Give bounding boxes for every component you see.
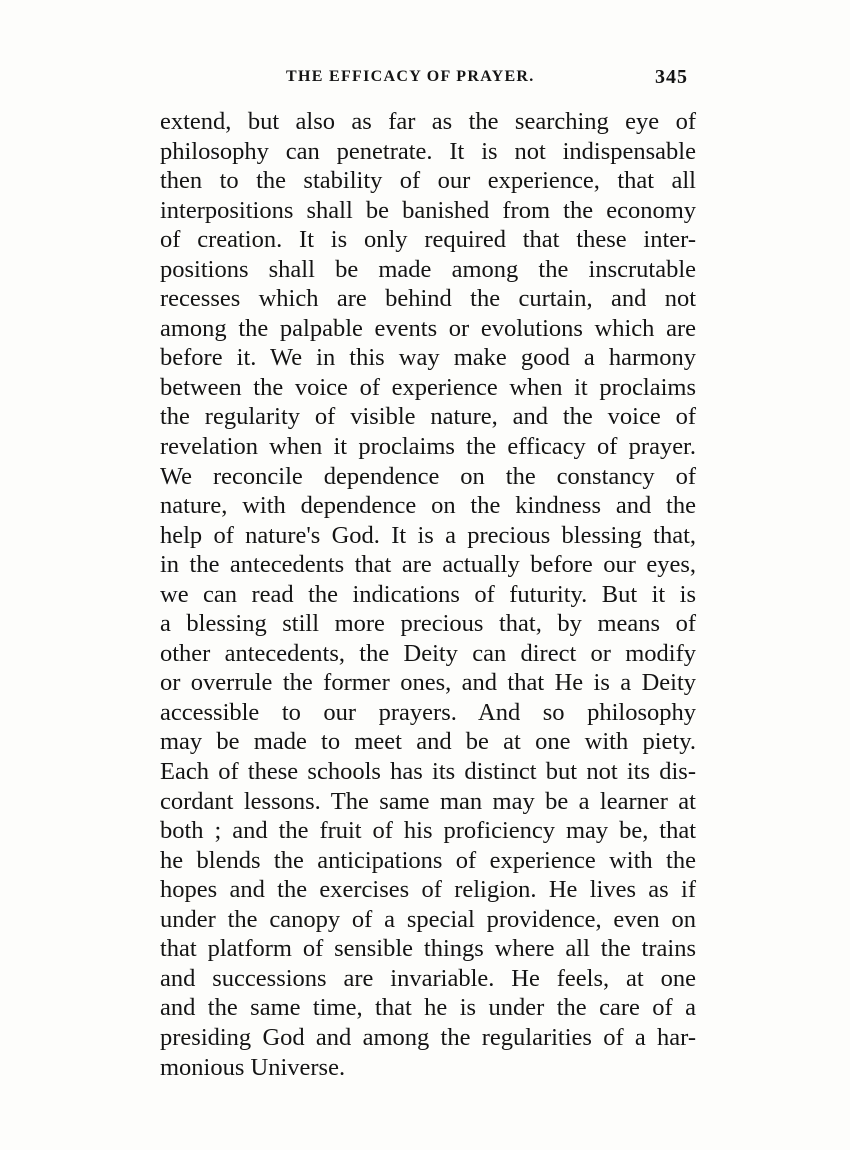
text-line: under the canopy of a special providence, even on — [160, 905, 696, 933]
text-line: recesses which are behind the curtain, and not — [160, 285, 696, 313]
text-line: the regularity of visible nature, and the voice of — [160, 403, 696, 431]
text-line: and the same time, that he is under the care of a — [160, 994, 696, 1022]
text-line: may be made to meet and be at one with piety. — [160, 728, 696, 756]
text-line: he blends the anticipations of experience with the — [160, 846, 696, 874]
page-header — [160, 64, 696, 90]
text-line: revelation when it proclaims the efficacy of prayer. — [160, 433, 696, 461]
text-line: a blessing still more precious that, by means of — [160, 610, 696, 638]
text-line: between the voice of experience when it proclaims — [160, 373, 696, 401]
text-line: cordant lessons. The same man may be a learner at — [160, 787, 696, 815]
text-line: of creation. It is only required that these inter- — [160, 226, 696, 254]
text-line: philosophy can penetrate. It is not indispensable — [160, 137, 696, 165]
page-number: 345 — [655, 66, 688, 88]
text-line: extend, but also as far as the searching eye of — [160, 108, 696, 135]
text-line: then to the stability of our experience, that all — [160, 167, 696, 195]
text-line: other antecedents, the Deity can direct or modify — [160, 639, 696, 667]
text-line: among the palpable events or evolutions which are — [160, 314, 696, 342]
text-line: positions shall be made among the inscrutable — [160, 255, 696, 283]
text-line: monious Universe. — [160, 1053, 346, 1081]
text-line: Each of these schools has its distinct but not its dis- — [160, 758, 696, 786]
text-line: We reconcile dependence on the constancy of — [160, 462, 696, 490]
text-line: before it. We in this way make good a harmony — [160, 344, 696, 372]
text-line: and successions are invariable. He feels, at one — [160, 964, 696, 992]
text-line: we can read the indications of futurity. But it is — [160, 580, 696, 608]
text-line: in the antecedents that are actually before our eyes, — [160, 551, 696, 579]
text-line: accessible to our prayers. And so philosophy — [160, 698, 696, 726]
body-text — [160, 107, 696, 1082]
text-line: or overrule the former ones, and that He is a Deity — [160, 669, 696, 697]
text-line: that platform of sensible things where all the trains — [160, 935, 696, 963]
text-line: presiding God and among the regularities of a har- — [160, 1023, 696, 1051]
text-line: both ; and the fruit of his proficiency may be, that — [160, 817, 696, 845]
text-line: help of nature's God. It is a precious blessing that, — [160, 521, 696, 549]
text-line: interpositions shall be banished from the economy — [160, 196, 696, 224]
text-line: nature, with dependence on the kindness and the — [160, 492, 696, 520]
text-line: hopes and the exercises of religion. He lives as if — [160, 876, 696, 904]
running-title: THE EFFICACY OF PRAYER. — [286, 68, 535, 85]
